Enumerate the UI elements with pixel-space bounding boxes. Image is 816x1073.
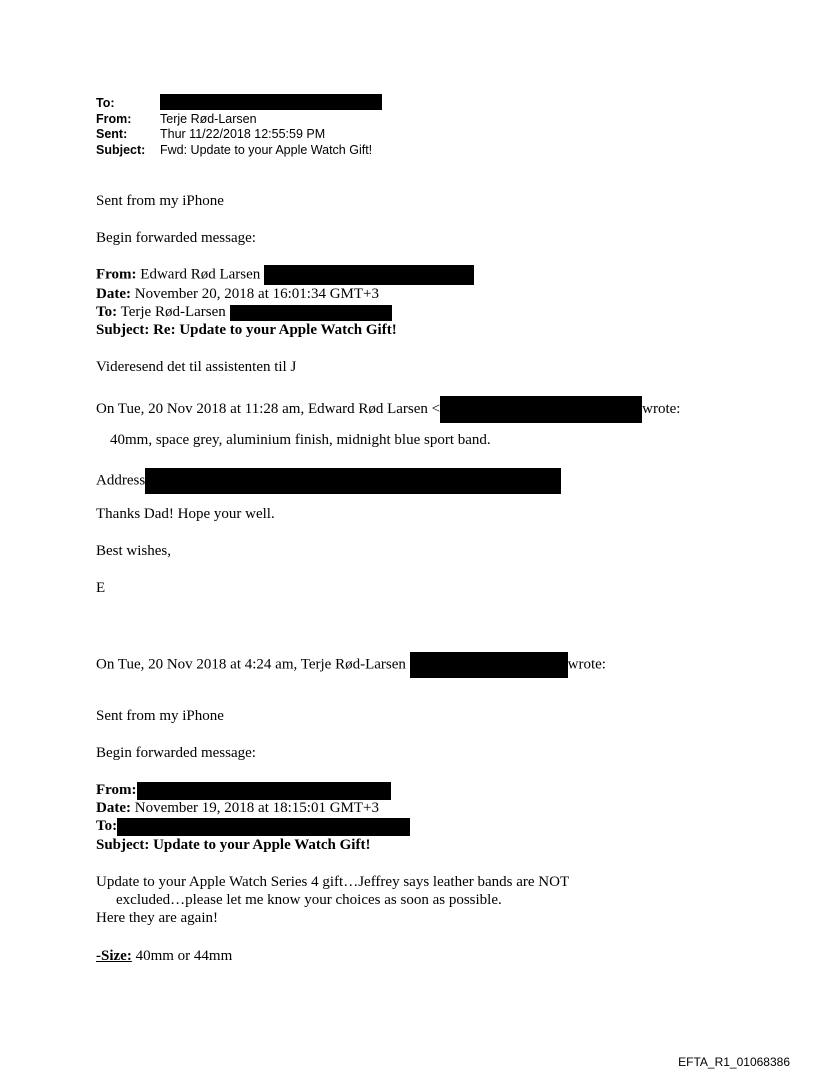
redaction-block <box>410 652 568 678</box>
fwd2-to-line <box>96 817 410 836</box>
begin-forwarded-2: Begin forwarded message: <box>96 745 256 761</box>
fwd1-date-value: November 20, 2018 at 16:01:34 GMT+3 <box>130 286 379 302</box>
size-line <box>96 947 232 965</box>
redaction-block <box>440 396 642 423</box>
on-line-2-suffix: wrote: <box>567 656 606 673</box>
on-line-2 <box>96 652 606 678</box>
fwd2-from-label: From: <box>96 782 137 798</box>
fwd2-from-line <box>96 781 391 800</box>
size-label: -Size: <box>96 948 132 964</box>
update-line-1: Update to your Apple Watch Series 4 gift…Jeffrey says leather bands are NOT <box>96 874 570 890</box>
address-line <box>96 468 561 494</box>
header-to-row <box>96 96 382 112</box>
header-subject-row <box>96 143 382 159</box>
fwd1-date-label: Date: <box>96 286 131 302</box>
fwd1-from-value: Edward Rød Larsen <box>136 266 261 283</box>
sent-label: Sent: <box>96 127 128 141</box>
fwd1-to-line <box>96 303 392 321</box>
fwd2-subject: Subject: Update to your Apple Watch Gift! <box>96 837 371 853</box>
to-label: To: <box>96 96 115 110</box>
header-from-row <box>96 112 382 128</box>
update-line-2: excluded…please let me know your choices as soon as possible. <box>116 892 502 908</box>
begin-forwarded-1: Begin forwarded message: <box>96 230 256 246</box>
document-id: EFTA_R1_01068386 <box>678 1055 790 1069</box>
from-value: Terje Rød-Larsen <box>160 111 257 126</box>
fwd1-from-label: From: <box>96 266 137 283</box>
redaction-block <box>117 818 410 836</box>
fwd1-to-label: To: <box>96 304 118 320</box>
fwd1-subject: Subject: Re: Update to your Apple Watch Gift! <box>96 322 397 338</box>
fwd1-to-value: Terje Rød-Larsen <box>117 304 226 320</box>
on-line-1 <box>96 396 680 423</box>
on-line-2-prefix: On Tue, 20 Nov 2018 at 4:24 am, Terje Rød-Larsen <box>96 656 406 673</box>
address-label: Address <box>96 472 146 489</box>
signoff-initial: E <box>96 580 106 596</box>
redaction-block <box>137 782 391 800</box>
redaction-block <box>145 468 561 494</box>
header-sent-row <box>96 127 382 143</box>
best-wishes: Best wishes, <box>96 543 171 559</box>
subject-label: Subject: <box>96 142 146 157</box>
redaction-block <box>160 94 382 110</box>
thanks-line: Thanks Dad! Hope your well. <box>96 506 275 522</box>
sent-value: Thur 11/22/2018 12:55:59 PM <box>160 127 326 141</box>
size-value: 40mm or 44mm <box>131 948 233 964</box>
fwd1-date-line <box>96 285 379 303</box>
email-header <box>96 96 382 158</box>
redaction-block <box>264 265 474 285</box>
norwegian-line: Videresend det til assistenten til J <box>96 359 297 375</box>
on-line-1-suffix: wrote: <box>642 400 681 417</box>
watch-spec: 40mm, space grey, aluminium finish, midnight blue sport band. <box>110 432 491 448</box>
fwd2-date-label: Date: <box>96 800 131 816</box>
fwd2-date-line <box>96 799 379 817</box>
sent-from-iphone-1: Sent from my iPhone <box>96 193 224 209</box>
fwd2-date-value: November 19, 2018 at 18:15:01 GMT+3 <box>130 800 379 816</box>
from-label: From: <box>96 111 132 126</box>
fwd1-from-line <box>96 265 474 285</box>
sent-from-iphone-2: Sent from my iPhone <box>96 708 224 724</box>
subject-value: Fwd: Update to your Apple Watch Gift! <box>160 142 373 157</box>
fwd2-to-label: To: <box>96 818 118 834</box>
redaction-block <box>230 305 392 321</box>
update-line-3: Here they are again! <box>96 910 219 926</box>
on-line-1-prefix: On Tue, 20 Nov 2018 at 11:28 am, Edward Rød Larsen < <box>96 400 441 417</box>
